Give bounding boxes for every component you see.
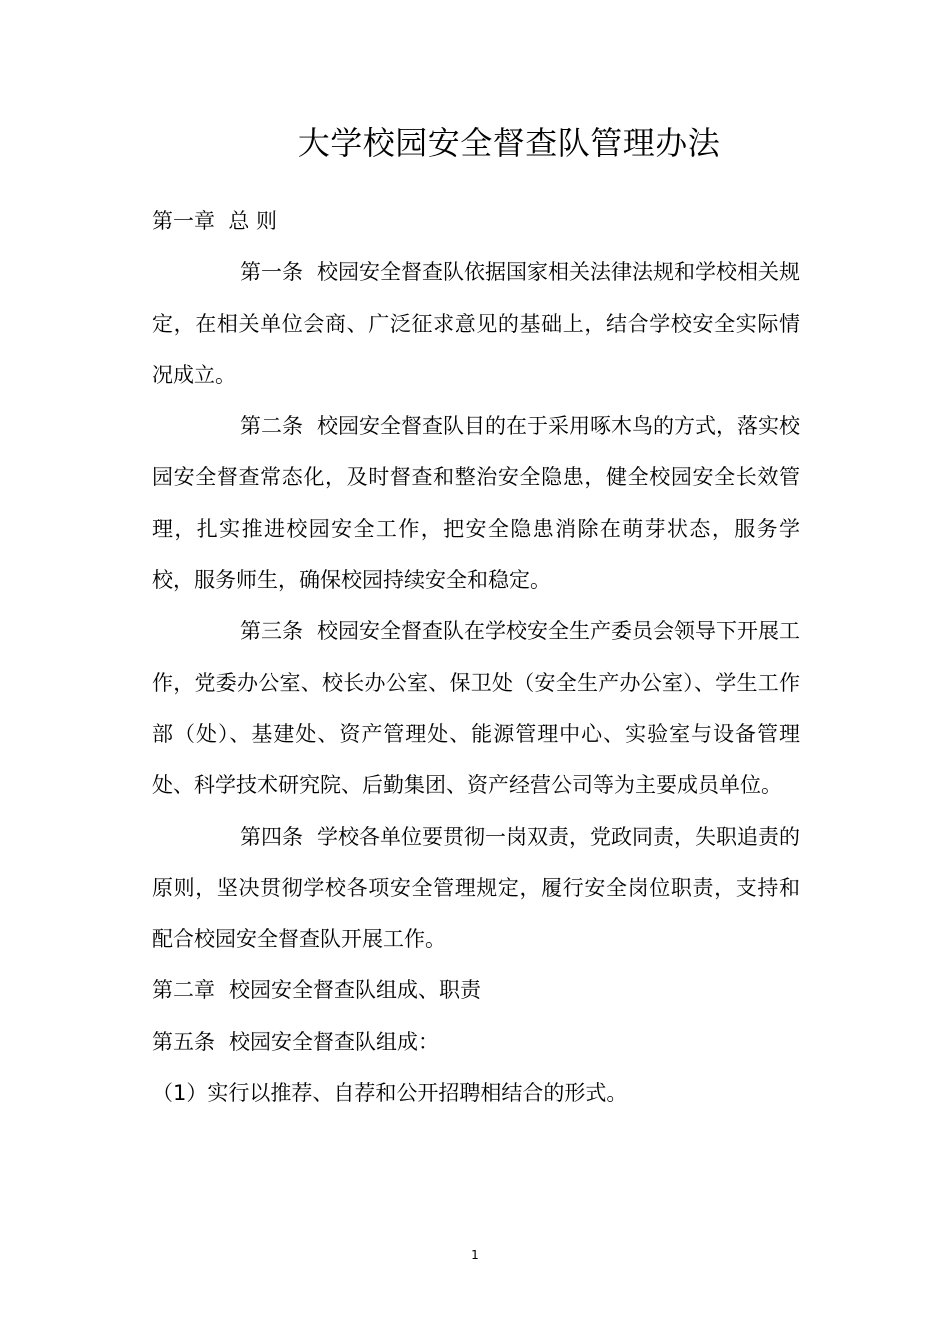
article-4-label: 第四条 <box>240 824 303 849</box>
document-title: 大学校园安全督查队管理办法 <box>297 124 721 162</box>
article-5-text: 校园安全督查队组成： <box>229 1029 439 1054</box>
article-2 <box>152 401 800 606</box>
article-2-text: 校园安全督查队目的在于采用啄木鸟的方式，落实校园安全督查常态化，及时督查和整治安全隐患，健全校园安全长效管理，扎实推进校园安全工作，把安全隐患消除在萌芽状态，服务学校，服务师生，确保校园持续安全和稳定。 <box>152 414 800 593</box>
article-1-label: 第一条 <box>240 260 303 285</box>
chapter-two-label: 第二章 <box>152 978 215 1003</box>
article-4-text: 学校各单位要贯彻一岗双责，党政同责，失职追责的原则，坚决贯彻学校各项安全管理规定，履行安全岗位职责，支持和配合校园安全督查队开展工作。 <box>152 824 800 952</box>
chapter-two-name: 校园安全督查队组成、职责 <box>229 978 481 1003</box>
article-4 <box>152 812 800 966</box>
chapter-two-heading <box>152 965 800 1016</box>
chapter-one-label: 第一章 <box>152 209 215 233</box>
page-number: 1 <box>471 1248 479 1262</box>
chapter-one-heading <box>152 196 800 247</box>
article-3-label: 第三条 <box>240 619 303 644</box>
article-3-text: 校园安全督查队在学校安全生产委员会领导下开展工作，党委办公室、校长办公室、保卫处（安全生产办公室）、学生工作部（处）、基建处、资产管理处、能源管理中心、实验室与设备管理处、科学技术研究院、后勤集团、资产经营公司等为主要成员单位。 <box>152 619 800 798</box>
article-1 <box>152 247 800 401</box>
chapter-one-name: 总 则 <box>228 209 278 233</box>
article-2-label: 第二条 <box>240 414 303 439</box>
article-3 <box>152 606 800 811</box>
list-item: （1）实行以推荐、自荐和公开招聘相结合的形式。 <box>152 1081 628 1106</box>
article-5-label: 第五条 <box>152 1029 215 1054</box>
article-5 <box>152 1017 800 1068</box>
document-body <box>152 196 800 1119</box>
article-1-text: 校园安全督查队依据国家相关法律法规和学校相关规定，在相关单位会商、广泛征求意见的基础上，结合学校安全实际情况成立。 <box>152 260 800 387</box>
